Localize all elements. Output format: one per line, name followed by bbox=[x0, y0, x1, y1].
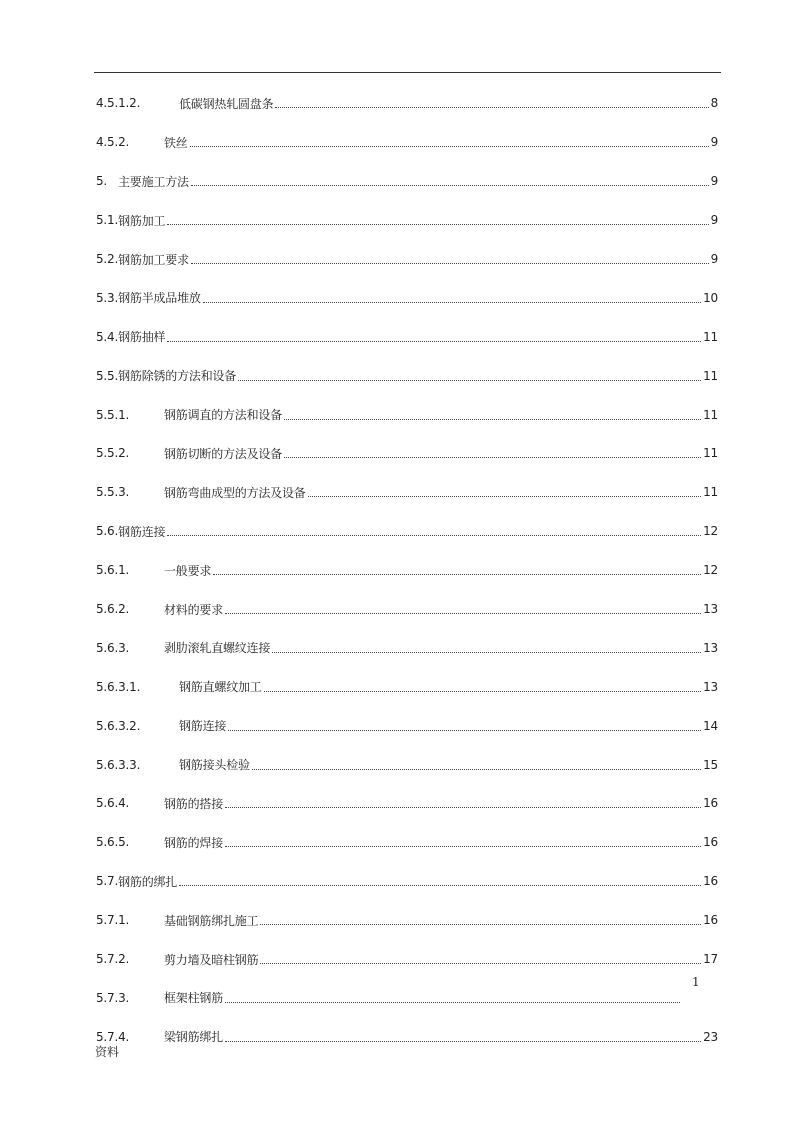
toc-entry[interactable] bbox=[96, 84, 718, 123]
footer-label: 资料 bbox=[95, 1045, 120, 1059]
toc-entry-page: 17 bbox=[703, 952, 718, 967]
toc-entry-number: 5.6.3.3. bbox=[96, 757, 141, 772]
toc-entry-title: 钢筋调直的方法和设备 bbox=[164, 408, 283, 423]
toc-entry-number: 5.5.1. bbox=[96, 407, 130, 422]
toc-entry[interactable] bbox=[96, 356, 718, 395]
toc-entry-number: 5.1. bbox=[96, 213, 119, 228]
toc-entry[interactable] bbox=[96, 706, 718, 745]
toc-entry-page: 16 bbox=[703, 913, 718, 928]
toc-entry[interactable] bbox=[96, 940, 718, 979]
toc-entry-number: 5.6.3.2. bbox=[96, 718, 141, 733]
toc-entry[interactable] bbox=[96, 978, 682, 1017]
toc-entry[interactable] bbox=[96, 473, 718, 512]
toc-leader-dots bbox=[284, 410, 701, 420]
toc-entry-title: 钢筋连接 bbox=[179, 719, 227, 734]
toc-entry-title: 剪力墙及暗柱钢筋 bbox=[164, 952, 259, 967]
toc-entry-number: 5.3. bbox=[96, 290, 119, 305]
toc-entry[interactable] bbox=[96, 278, 718, 317]
toc-entry-page: 9 bbox=[710, 174, 718, 189]
toc-entry-page: 11 bbox=[703, 485, 718, 500]
toc-entry-title: 一般要求 bbox=[164, 563, 212, 578]
toc-entry[interactable] bbox=[96, 240, 718, 279]
toc-entry-page: 13 bbox=[703, 640, 718, 655]
toc-leader-dots bbox=[260, 954, 701, 964]
toc-entry[interactable] bbox=[96, 512, 718, 551]
toc-entry[interactable] bbox=[96, 784, 718, 823]
toc-leader-dots bbox=[179, 876, 701, 886]
toc-leader-dots bbox=[260, 915, 701, 925]
toc-entry[interactable] bbox=[96, 745, 718, 784]
toc-entry-page: 12 bbox=[703, 563, 718, 578]
toc-entry-title: 钢筋的焊接 bbox=[164, 835, 224, 850]
toc-entry-page: 12 bbox=[703, 524, 718, 539]
toc-entry[interactable] bbox=[96, 395, 718, 434]
toc-leader-dots bbox=[225, 993, 680, 1003]
toc-entry-title: 主要施工方法 bbox=[118, 174, 189, 189]
toc-entry-title: 低碳钢热轧圆盘条 bbox=[179, 96, 274, 111]
toc-entry-number: 5.6.3.1. bbox=[96, 679, 141, 694]
toc-entry-page: 15 bbox=[703, 757, 718, 772]
toc-entry[interactable] bbox=[96, 1017, 718, 1056]
toc-entry[interactable] bbox=[96, 862, 718, 901]
toc-entry-page: 11 bbox=[703, 368, 718, 383]
toc-leader-dots bbox=[225, 837, 701, 847]
toc-entry-number: 5.6. bbox=[96, 524, 119, 539]
toc-leader-dots bbox=[203, 293, 701, 303]
toc-leader-dots bbox=[167, 332, 701, 342]
table-of-contents bbox=[96, 84, 718, 1056]
toc-entry-number: 5.4. bbox=[96, 329, 119, 344]
toc-entry-number: 5.6.5. bbox=[96, 835, 130, 850]
toc-entry-title: 钢筋切断的方法及设备 bbox=[164, 446, 283, 461]
toc-entry-page: 9 bbox=[710, 135, 718, 150]
toc-leader-dots bbox=[308, 487, 702, 497]
toc-entry-number: 5.5. bbox=[96, 368, 119, 383]
toc-entry-title: 钢筋弯曲成型的方法及设备 bbox=[164, 485, 306, 500]
toc-entry-title: 钢筋连接 bbox=[118, 524, 166, 539]
toc-entry-number: 5.5.3. bbox=[96, 485, 130, 500]
toc-entry[interactable] bbox=[96, 123, 718, 162]
toc-entry-page: 16 bbox=[703, 796, 718, 811]
toc-entry-page: 8 bbox=[710, 96, 718, 111]
toc-entry-page: 16 bbox=[703, 874, 718, 889]
toc-leader-dots bbox=[190, 137, 709, 147]
toc-entry-number: 5.7.2. bbox=[96, 952, 130, 967]
toc-entry[interactable] bbox=[96, 551, 718, 590]
toc-leader-dots bbox=[167, 526, 701, 536]
toc-entry-number: 5.2. bbox=[96, 252, 119, 266]
toc-entry-number: 5.7.1. bbox=[96, 913, 130, 928]
toc-entry[interactable] bbox=[96, 162, 718, 201]
toc-leader-dots bbox=[225, 1032, 701, 1042]
toc-entry-page: 11 bbox=[703, 329, 718, 344]
toc-entry[interactable] bbox=[96, 901, 718, 940]
toc-entry-page: 9 bbox=[710, 252, 718, 266]
toc-entry-page: 13 bbox=[703, 679, 718, 694]
toc-entry-title: 框架柱钢筋 bbox=[164, 991, 224, 1006]
toc-leader-dots bbox=[228, 721, 701, 731]
toc-leader-dots bbox=[252, 760, 701, 770]
toc-entry-title: 材料的要求 bbox=[164, 602, 224, 617]
toc-entry-page: 11 bbox=[703, 407, 718, 422]
toc-entry-number: 5.6.2. bbox=[96, 602, 130, 617]
toc-entry-title: 基础钢筋绑扎施工 bbox=[164, 913, 259, 928]
toc-entry-title: 钢筋接头检验 bbox=[179, 758, 250, 773]
toc-entry-number: 5.5.2. bbox=[96, 446, 130, 461]
toc-entry-title: 钢筋直螺纹加工 bbox=[179, 680, 262, 695]
toc-leader-dots bbox=[225, 604, 701, 614]
toc-entry-page: 16 bbox=[703, 835, 718, 850]
toc-leader-dots bbox=[238, 371, 701, 381]
page-number: 1 bbox=[692, 975, 700, 989]
toc-entry-number: 5.7. bbox=[96, 874, 119, 889]
toc-entry-number: 4.5.2. bbox=[96, 135, 130, 150]
toc-leader-dots bbox=[225, 798, 701, 808]
toc-entry-page: 10 bbox=[703, 290, 718, 305]
toc-entry-title: 钢筋除锈的方法和设备 bbox=[118, 369, 237, 384]
toc-leader-dots bbox=[284, 448, 701, 458]
toc-entry[interactable] bbox=[96, 590, 718, 629]
header-rule bbox=[94, 72, 721, 73]
toc-entry-number: 4.5.1.2. bbox=[96, 96, 141, 111]
toc-entry-page: 11 bbox=[703, 446, 718, 461]
toc-entry-title: 钢筋加工要求 bbox=[118, 252, 189, 267]
toc-leader-dots bbox=[213, 565, 701, 575]
toc-entry-title: 钢筋的搭接 bbox=[164, 796, 224, 811]
toc-entry[interactable] bbox=[96, 317, 718, 356]
toc-entry-page: 9 bbox=[710, 213, 718, 228]
toc-leader-dots bbox=[275, 98, 708, 108]
toc-entry-page: 13 bbox=[703, 602, 718, 617]
toc-entry[interactable] bbox=[96, 434, 718, 473]
toc-entry-title: 钢筋半成品堆放 bbox=[118, 291, 201, 306]
toc-leader-dots bbox=[167, 215, 708, 225]
toc-entry-title: 梁钢筋绑扎 bbox=[164, 1030, 224, 1045]
toc-entry-number: 5.7.3. bbox=[96, 990, 130, 1005]
toc-entry-page: 14 bbox=[703, 718, 718, 733]
toc-entry[interactable] bbox=[96, 823, 718, 862]
toc-leader-dots bbox=[191, 176, 709, 186]
toc-entry-number: 5.6.4. bbox=[96, 796, 130, 811]
toc-leader-dots bbox=[264, 682, 702, 692]
toc-entry-number: 5.6.1. bbox=[96, 563, 130, 578]
toc-entry[interactable] bbox=[96, 667, 718, 706]
toc-entry-title: 钢筋加工 bbox=[118, 213, 166, 228]
toc-entry-title: 剥肋滚轧直螺纹连接 bbox=[164, 641, 271, 656]
toc-entry-number: 5.7.4. bbox=[96, 1029, 130, 1044]
toc-entry-number: 5.6.3. bbox=[96, 640, 130, 655]
toc-entry-number: 5. bbox=[96, 174, 108, 189]
toc-entry[interactable] bbox=[96, 628, 718, 667]
toc-entry-title: 钢筋的绑扎 bbox=[118, 874, 178, 889]
toc-entry[interactable] bbox=[96, 201, 718, 240]
toc-entry-title: 铁丝 bbox=[164, 135, 188, 150]
toc-entry-title: 钢筋抽样 bbox=[118, 330, 166, 345]
toc-leader-dots bbox=[272, 643, 701, 653]
toc-leader-dots bbox=[191, 254, 709, 264]
toc-entry-page: 23 bbox=[703, 1029, 718, 1044]
